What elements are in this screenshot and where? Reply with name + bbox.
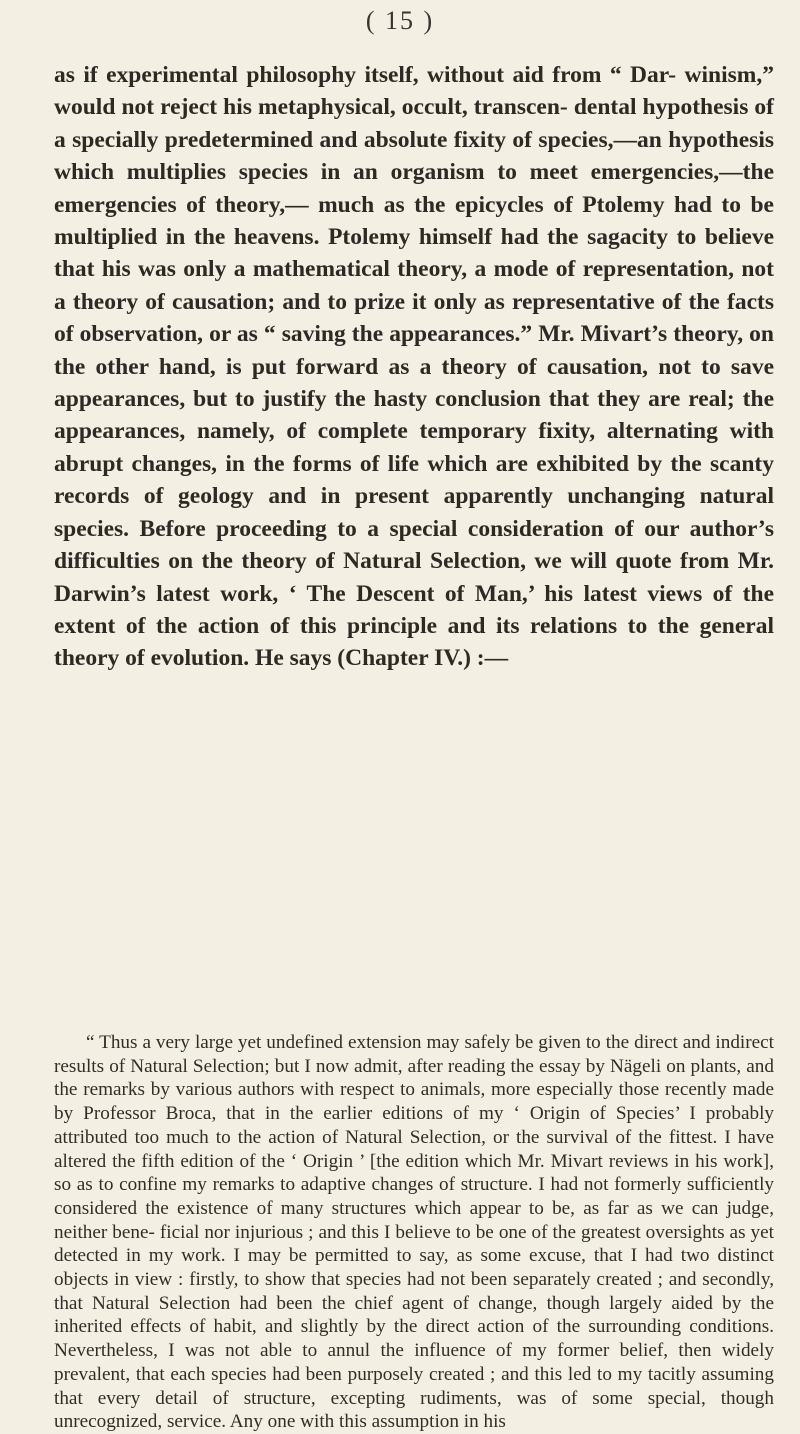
block-quote: “ Thus a very large yet undefined extension may safely be given to the direct and indirect results of Natural Selection; but I now admit, after reading the essay by Nägeli on plants, and the remarks by various authors with respect to animals, more especially those recently made by Professor Broca, that in the earlier editions of my ‘ Origin of Species’ I probably attributed too much to the action of Natural Selection, or the survival of the fittest. I have altered the fifth edition of the ‘ Origin ’ [the edition which Mr. Mivart reviews in his work], so as to confine my remarks to adaptive changes of structure. I had not formerly sufficiently considered the existence of many structures which appear to be, as far as we can judge, neither bene- ficial nor injurious ; and this I believe to be one of the greatest oversights as yet detected in my work. I may be permitted to say, as some excuse, that I had two distinct objects in view : firstly, to show that species had not been separately created ; and secondly, that Natural Selection had been the chief agent of change, though largely aided by the inherited effects of habit, and slightly by the direct action of the surrounding conditions. Nevertheless, I was not able to annul the influence of my former belief, then widely prevalent, that each species had been purposely created ; and this led to my tacitly assuming that every detail of structure, excepting rudiments, was of some special, though unrecognized, service. Any one with this assumption in his [54,1032,774,1433]
page-number: ( 15 ) [365,6,435,35]
main-paragraph-block [54,59,774,675]
main-paragraph: as if experimental philosophy itself, without aid from “ Dar- winism,” would not reject his metaphysical, occult, transcen- dental hypothesis of a specially predetermined and absolute fixity of species,—an hypothesis which multiplies species in an organism to meet emergencies,—the emergencies of theory,— much as the epicycles of Ptolemy had to be multiplied in the heavens. Ptolemy himself had the sagacity to believe that his was only a mathematical theory, a mode of representation, not a theory of causation; and to prize it only as representative of the facts of observation, or as “ saving the appearances.” Mr. Mivart’s theory, on the other hand, is put forward as a theory of causation, not to save appearances, but to justify the hasty conclusion that they are real; the appearances, namely, of complete temporary fixity, alternating with abrupt changes, in the forms of life which are exhibited by the scanty records of geology and in present apparently unchanging natural species. Before proceeding to a special consideration of our author’s difficulties on the theory of Natural Selection, we will quote from Mr. Darwin’s latest work, ‘ The Descent of Man,’ his latest views of the extent of the action of this principle and its relations to the general theory of evolution. He says (Chapter IV.) :— [54,62,774,672]
